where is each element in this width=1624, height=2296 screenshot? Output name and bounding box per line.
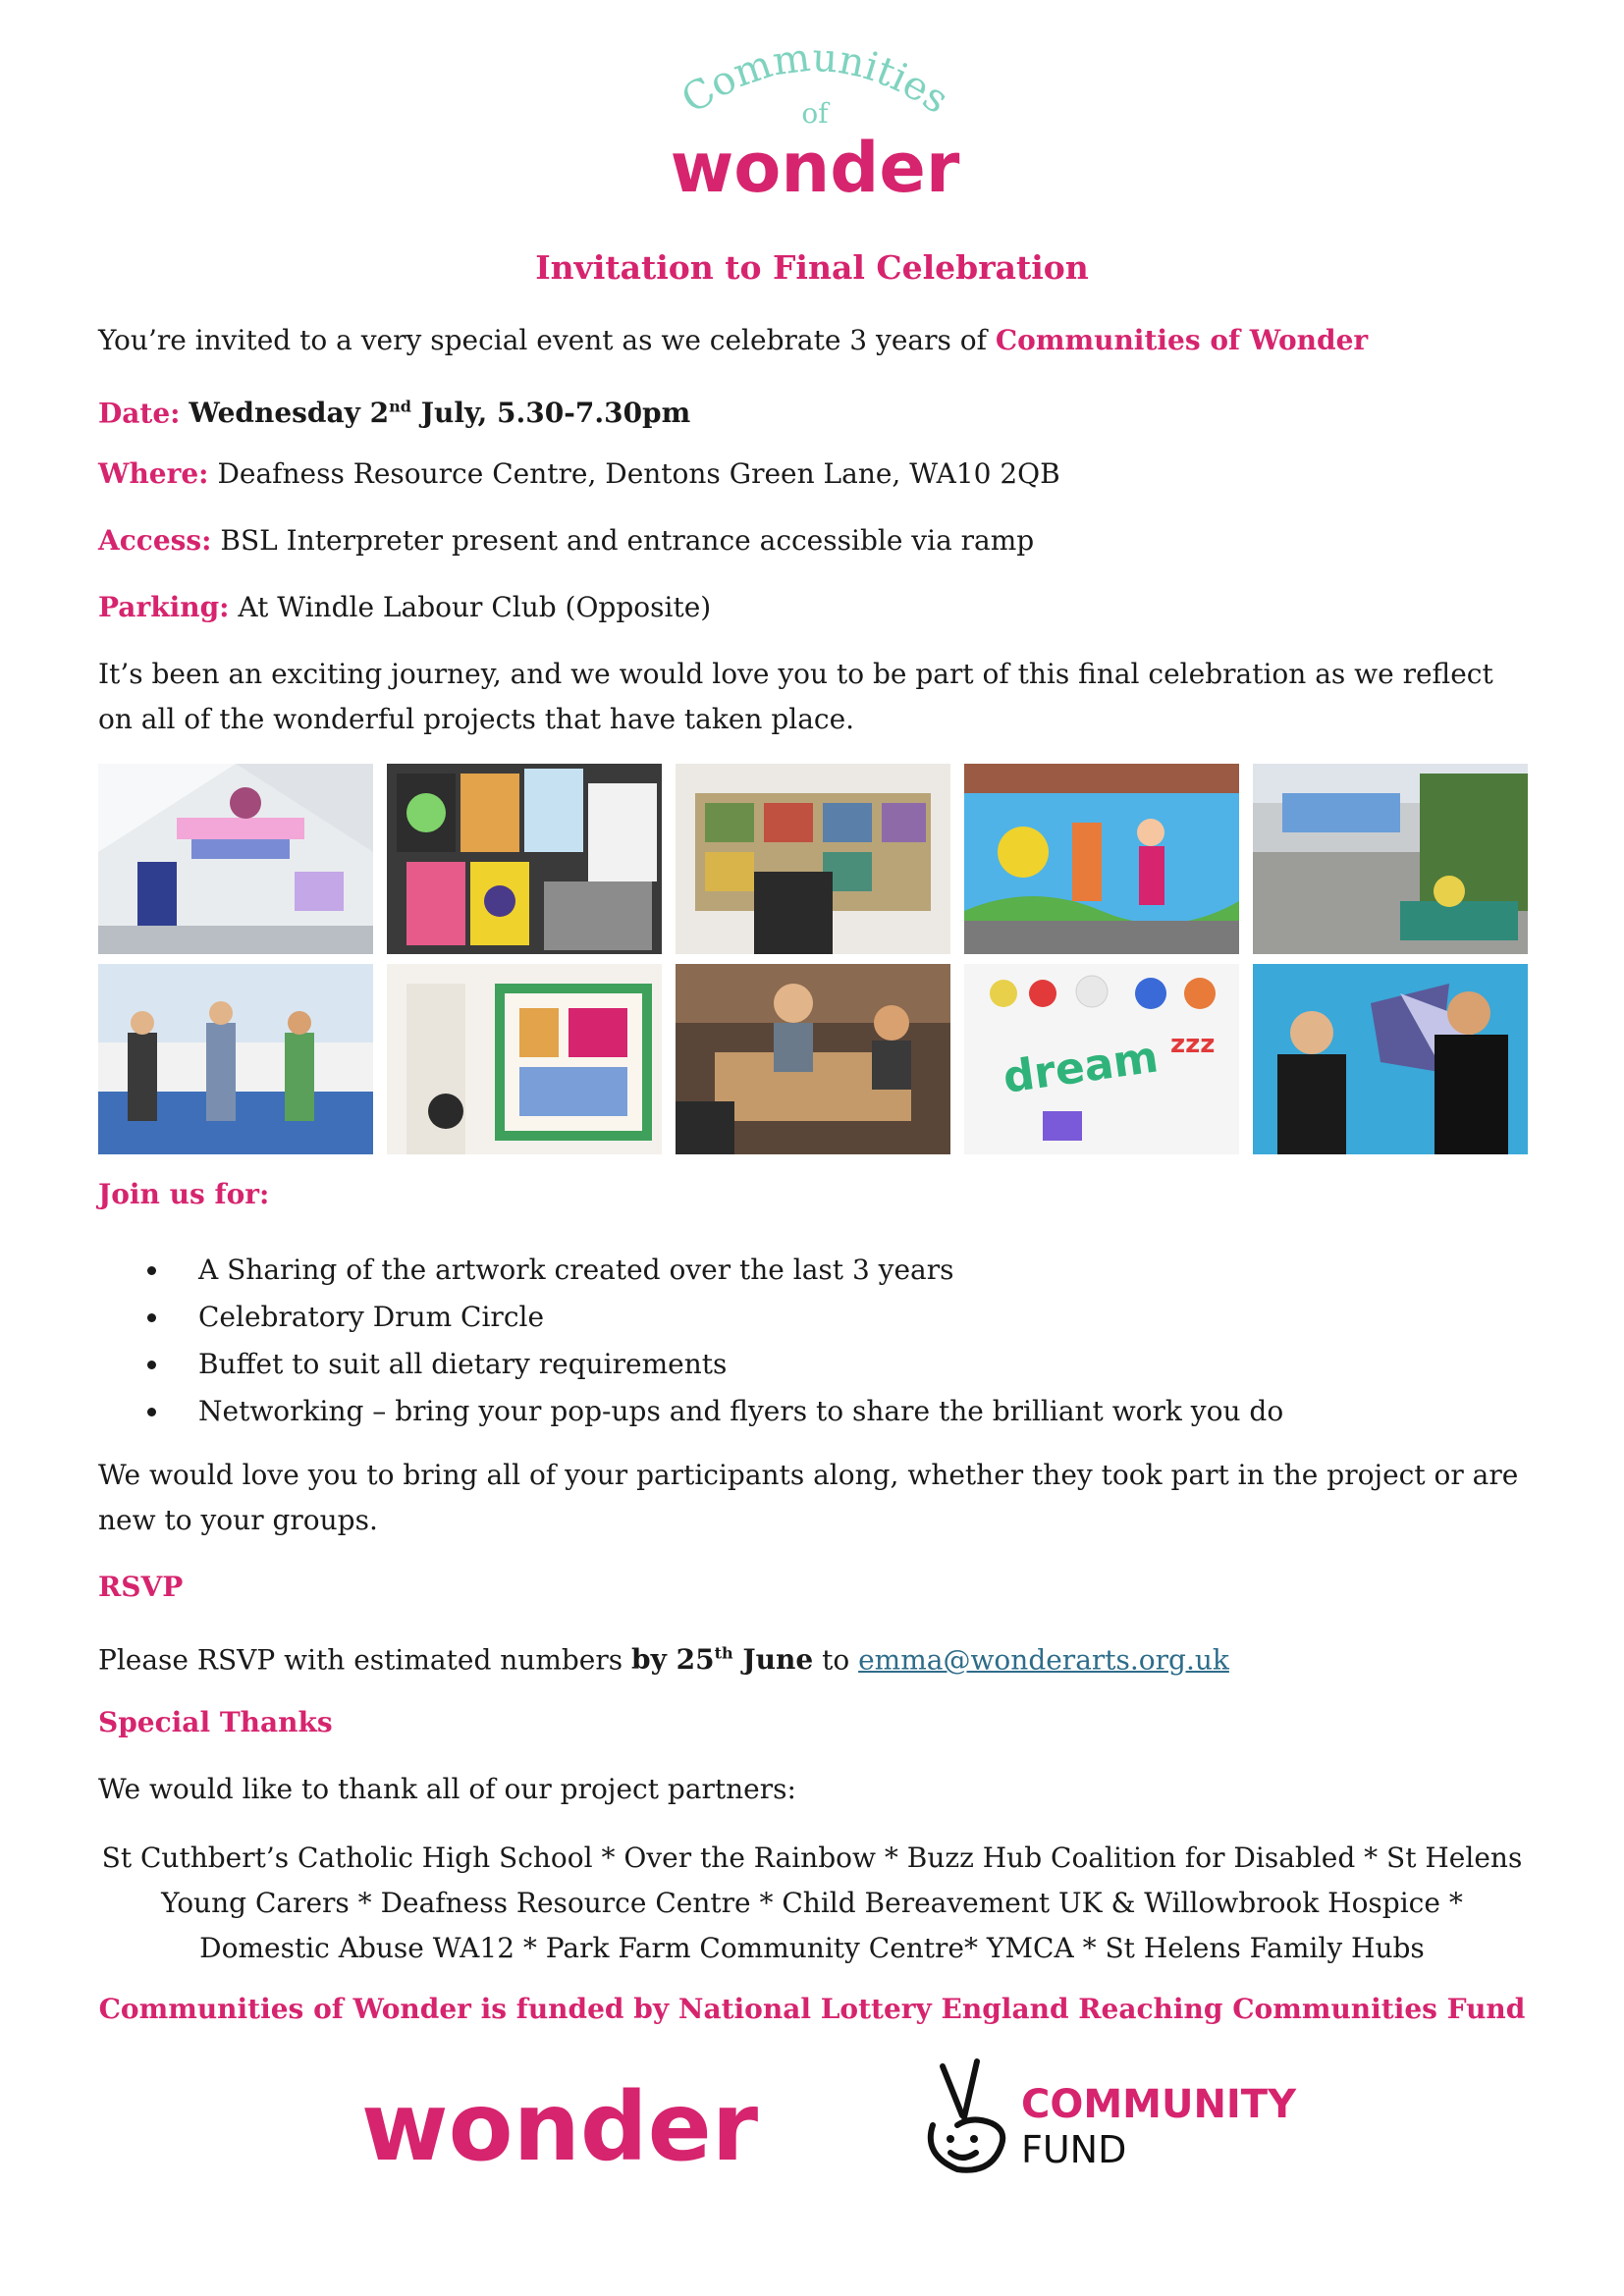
date-value-main: Wednesday 2 (189, 397, 390, 430)
rsvp-line (98, 1631, 1532, 1682)
where-value: Deafness Resource Centre, Dentons Green Lane, WA10 2QB (217, 457, 1060, 490)
access-line (98, 518, 1532, 563)
partners-line: Domestic Abuse WA12 * Park Farm Community Centre* YMCA * St Helens Family Hubs (199, 1932, 1425, 1964)
partners-list (0, 1836, 1624, 1971)
communities-of-wonder-logo (663, 29, 967, 201)
date-line (98, 385, 1532, 436)
community-fund-line2: FUND (1021, 2128, 1127, 2171)
rsvp-deadline (631, 1643, 813, 1676)
list-item: Networking – bring your pop-ups and flyers to share the brilliant work you do (147, 1388, 1283, 1435)
rsvp-deadline-day: by 25 (631, 1643, 715, 1677)
partners-line: St Cuthbert’s Catholic High School * Over the Rainbow * Buzz Hub Coalition for Disabled * St Helens (101, 1842, 1523, 1874)
wonder-logo (360, 2056, 759, 2184)
join-list (147, 1247, 1283, 1435)
date-value (189, 397, 690, 429)
logo-communities-text: Communities (674, 34, 957, 124)
logo-of-text: of (801, 97, 829, 130)
photo-corridor-art (387, 964, 662, 1154)
journey-paragraph: It’s been an exciting journey, and we would love you to be part of this final celebration as we reflect on all of the wonderful projects that have taken place. (98, 658, 1493, 735)
where-line (98, 452, 1532, 497)
rsvp-deadline-month: June (732, 1643, 814, 1677)
logo-wonder-text: wonder (670, 128, 960, 201)
photo-gallery-wall (676, 764, 950, 954)
photo-art-boards (387, 764, 662, 954)
funding-statement: Communities of Wonder is funded by National Lottery England Reaching Communities Fund (98, 1993, 1526, 2025)
photo-workshop-table (676, 964, 950, 1154)
parking-value: At Windle Labour Club (Opposite) (238, 591, 712, 623)
photo-garden (1253, 764, 1528, 954)
photo-teens-wings (1253, 964, 1528, 1154)
logo-graphic (663, 29, 967, 201)
list-item: Celebratory Drum Circle (147, 1294, 1283, 1341)
community-fund-line1: COMMUNITY (1021, 2082, 1297, 2127)
zzz-text: zzz (1170, 1030, 1216, 1059)
intro-highlight: Communities of Wonder (995, 324, 1369, 356)
join-heading: Join us for: (98, 1178, 270, 1210)
rsvp-email-link[interactable]: emma@wonderarts.org.uk (858, 1643, 1229, 1677)
thanks-heading: Special Thanks (98, 1706, 333, 1738)
where-label: Where: (98, 457, 209, 490)
page-title: Invitation to Final Celebration (535, 248, 1089, 287)
access-value: BSL Interpreter present and entrance accessible via ramp (220, 524, 1035, 557)
date-value-sup: nd (389, 398, 411, 416)
wonder-logo-text: wonder (360, 2072, 759, 2182)
participants-paragraph: We would love you to bring all of your participants along, whether they took part in the project or are new to your groups. (98, 1459, 1519, 1536)
photo-children-drawing (98, 964, 373, 1154)
lottery-crossed-fingers-icon (931, 2061, 1002, 2170)
partners-line: Young Carers * Deafness Resource Centre * Child Bereavement UK & Willowbrook Hospice * (161, 1887, 1463, 1919)
rsvp-heading: RSVP (98, 1571, 184, 1603)
date-label: Date: (98, 397, 181, 430)
access-label: Access: (98, 524, 212, 557)
community-fund-logo (903, 2047, 1316, 2184)
photo-dream-letters (964, 964, 1239, 1154)
dream-text: dream (1000, 1032, 1162, 1103)
photo-tent-display (98, 764, 373, 954)
date-value-time: July, 5.30-7.30pm (410, 397, 691, 430)
thanks-intro: We would like to thank all of our project partners: (98, 1773, 796, 1805)
rsvp-text: Please RSVP with estimated numbers (98, 1643, 632, 1677)
rsvp-deadline-sup: th (714, 1644, 733, 1663)
parking-label: Parking: (98, 591, 230, 623)
rsvp-to: to (813, 1643, 859, 1677)
parking-line (98, 585, 1532, 630)
list-item: Buffet to suit all dietary requirements (147, 1341, 1283, 1388)
photo-mural-wall (964, 764, 1239, 954)
list-item: A Sharing of the artwork created over the last 3 years (147, 1247, 1283, 1294)
intro-line (98, 318, 1532, 363)
intro-text: You’re invited to a very special event as we celebrate 3 years of (98, 324, 996, 356)
